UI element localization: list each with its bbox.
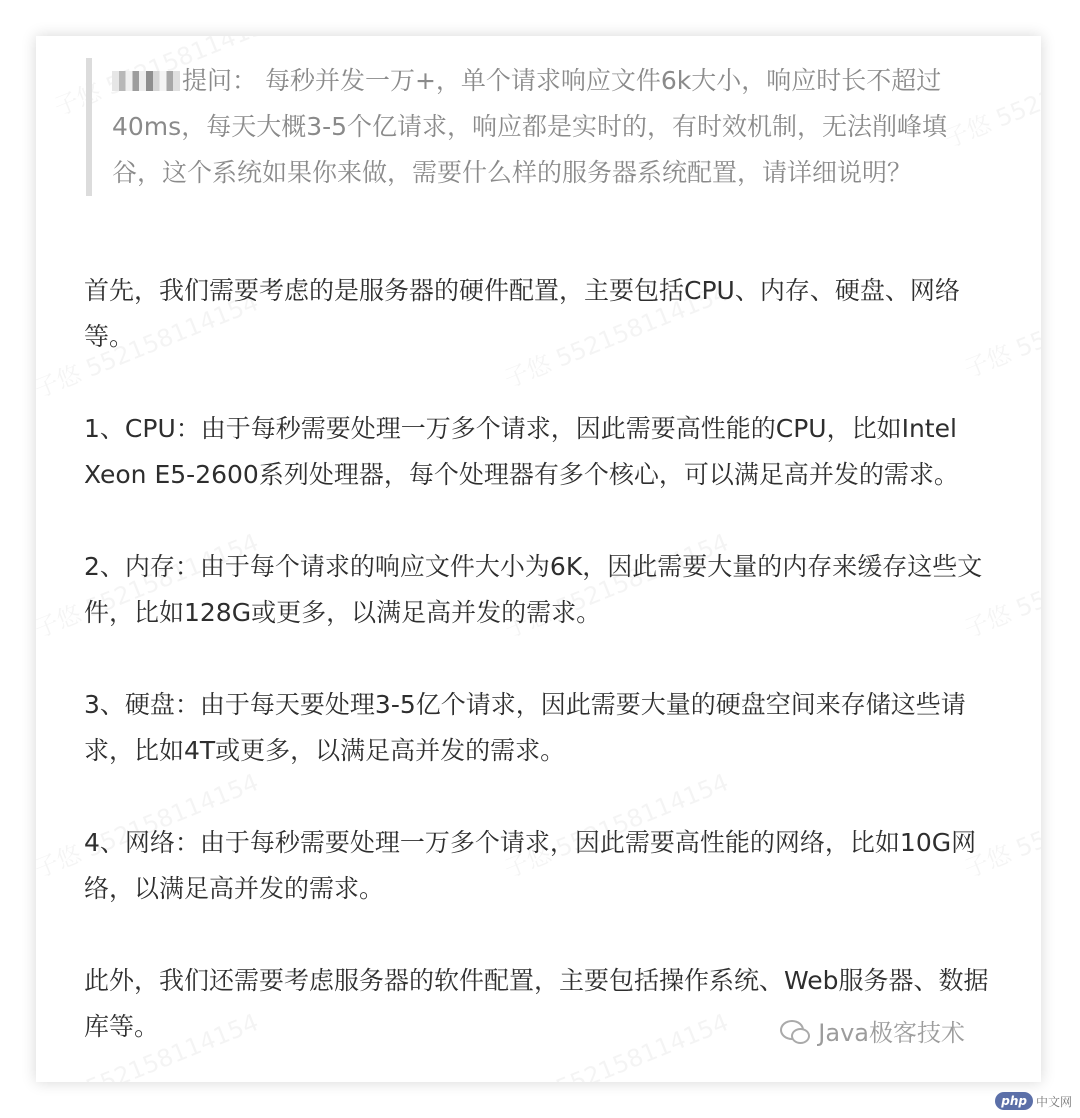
question-text: 提问： 每秒并发一万+，单个请求响应文件6k大小，响应时长不超过40ms，每天大概3-5个亿请求，响应都是实时的，有时效机制，无法削峰填谷，这个系统如果你来做，需要什么样的服务器系统配置，请详细说明？	[112, 66, 948, 187]
paragraph-cpu: 1、CPU：由于每秒需要处理一万多个请求，因此需要高性能的CPU，比如Intel Xeon E5-2600系列处理器，每个处理器有多个核心，可以满足高并发的需求。	[84, 414, 959, 489]
wechat-icon	[780, 1018, 810, 1044]
site-badge	[995, 1092, 1072, 1110]
account-watermark	[780, 1013, 965, 1048]
paragraph-software: 此外，我们还需要考虑服务器的软件配置，主要包括操作系统、Web服务器、数据库等。	[84, 966, 989, 1041]
redacted-name-mosaic	[112, 71, 180, 91]
paragraph-memory: 2、内存：由于每个请求的响应文件大小为6K，因此需要大量的内存来缓存这些文件，比如128G或更多，以满足高并发的需求。	[84, 552, 983, 627]
article-card	[36, 36, 1041, 1082]
paragraph-disk: 3、硬盘：由于每天要处理3-5亿个请求，因此需要大量的硬盘空间来存储这些请求，比如4T或更多，以满足高并发的需求。	[84, 690, 966, 765]
paragraph-intro: 首先，我们需要考虑的是服务器的硬件配置，主要包括CPU、内存、硬盘、网络等。	[84, 276, 960, 351]
question-quote	[86, 58, 992, 196]
account-name: Java极客技术	[818, 1019, 965, 1047]
php-logo: php	[995, 1092, 1033, 1110]
paragraph-network: 4、网络：由于每秒需要处理一万多个请求，因此需要高性能的网络，比如10G网络，以满足高并发的需求。	[84, 828, 977, 903]
answer-body	[84, 268, 994, 1082]
site-label: 中文网	[1035, 1094, 1072, 1109]
